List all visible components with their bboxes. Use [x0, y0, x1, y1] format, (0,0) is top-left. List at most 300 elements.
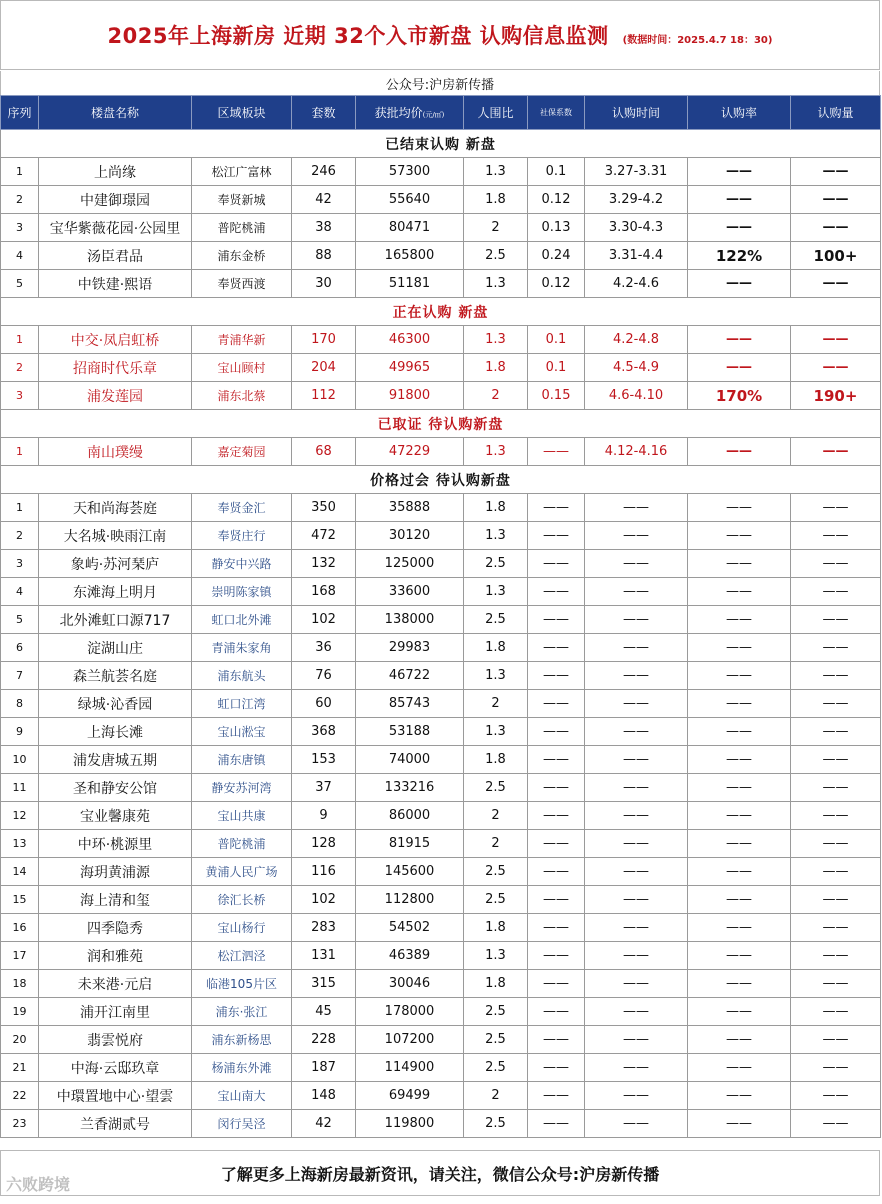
- unit-count: 42: [292, 186, 356, 214]
- page-title: 2025年上海新房 近期 32个入市新盘 认购信息监测: [107, 24, 609, 48]
- project-district: 嘉定菊园: [192, 438, 292, 466]
- subscription-volume: ——: [791, 886, 881, 914]
- subscription-time: ——: [585, 1110, 688, 1138]
- avg-price: 112800: [356, 886, 464, 914]
- avg-price: 165800: [356, 242, 464, 270]
- entry-ratio: 1.8: [464, 494, 528, 522]
- table-row: [1, 662, 881, 690]
- subscription-volume: ——: [791, 914, 881, 942]
- table-row: [1, 186, 881, 214]
- avg-price: 107200: [356, 1026, 464, 1054]
- subscription-rate: ——: [688, 718, 791, 746]
- avg-price: 30120: [356, 522, 464, 550]
- project-name: 绿城·沁香园: [39, 690, 192, 718]
- social-coef: ——: [528, 830, 585, 858]
- subscription-time: 4.2-4.8: [585, 326, 688, 354]
- project-name: 南山璞缦: [39, 438, 192, 466]
- unit-count: 132: [292, 550, 356, 578]
- subscription-time: ——: [585, 886, 688, 914]
- project-district: 杨浦东外滩: [192, 1054, 292, 1082]
- avg-price: 114900: [356, 1054, 464, 1082]
- avg-price: 46722: [356, 662, 464, 690]
- table-row: [1, 830, 881, 858]
- unit-count: 472: [292, 522, 356, 550]
- project-district: 浦东航头: [192, 662, 292, 690]
- entry-ratio: 2.5: [464, 606, 528, 634]
- subscription-volume: ——: [791, 522, 881, 550]
- table-row: [1, 1082, 881, 1110]
- subscription-volume: ——: [791, 858, 881, 886]
- subscription-time: ——: [585, 942, 688, 970]
- subscription-volume: ——: [791, 186, 881, 214]
- avg-price: 30046: [356, 970, 464, 998]
- subscription-rate: ——: [688, 158, 791, 186]
- col-time: 认购时间: [585, 96, 688, 130]
- social-coef: ——: [528, 998, 585, 1026]
- social-coef: ——: [528, 634, 585, 662]
- project-district: 静安苏河湾: [192, 774, 292, 802]
- table-row: [1, 1110, 881, 1138]
- table-row: [1, 634, 881, 662]
- project-name: 招商时代乐章: [39, 354, 192, 382]
- entry-ratio: 2.5: [464, 774, 528, 802]
- social-coef: 0.12: [528, 270, 585, 298]
- subscription-rate: ——: [688, 942, 791, 970]
- entry-ratio: 1.3: [464, 522, 528, 550]
- col-name: 楼盘名称: [39, 96, 192, 130]
- subscription-rate: ——: [688, 550, 791, 578]
- social-coef: ——: [528, 970, 585, 998]
- avg-price: 55640: [356, 186, 464, 214]
- row-seq: 19: [1, 998, 39, 1026]
- project-name: 中交·凤启虹桥: [39, 326, 192, 354]
- subscription-volume: ——: [791, 998, 881, 1026]
- row-seq: 2: [1, 186, 39, 214]
- unit-count: 88: [292, 242, 356, 270]
- project-district: 松江泗泾: [192, 942, 292, 970]
- section-header-licensed: [1, 410, 881, 438]
- subscription-time: ——: [585, 578, 688, 606]
- subscription-time: ——: [585, 718, 688, 746]
- project-name: 宝业馨康苑: [39, 802, 192, 830]
- subscription-volume: ——: [791, 746, 881, 774]
- table-row: [1, 718, 881, 746]
- watermark: 六败跨境: [6, 1175, 71, 1194]
- subscription-time: ——: [585, 1082, 688, 1110]
- row-seq: 4: [1, 578, 39, 606]
- unit-count: 76: [292, 662, 356, 690]
- unit-count: 9: [292, 802, 356, 830]
- subscription-time: 3.29-4.2: [585, 186, 688, 214]
- subtitle: 公众号:沪房新传播: [0, 71, 880, 95]
- avg-price: 74000: [356, 746, 464, 774]
- project-district: 虹口北外滩: [192, 606, 292, 634]
- project-name: 中海·云邸玖章: [39, 1054, 192, 1082]
- project-district: 浦东唐镇: [192, 746, 292, 774]
- unit-count: 350: [292, 494, 356, 522]
- col-rate: 认购率: [688, 96, 791, 130]
- entry-ratio: 2.5: [464, 1054, 528, 1082]
- row-seq: 10: [1, 746, 39, 774]
- subscription-volume: ——: [791, 214, 881, 242]
- project-name: 中環置地中心·望雲: [39, 1082, 192, 1110]
- row-seq: 4: [1, 242, 39, 270]
- row-seq: 5: [1, 606, 39, 634]
- row-seq: 2: [1, 522, 39, 550]
- section-title: 价格过会 待认购新盘: [1, 466, 881, 494]
- project-district: 宝山南大: [192, 1082, 292, 1110]
- table-row: [1, 802, 881, 830]
- header-row: [1, 96, 881, 130]
- project-district: 奉贤庄行: [192, 522, 292, 550]
- subscription-rate: ——: [688, 634, 791, 662]
- entry-ratio: 2.5: [464, 998, 528, 1026]
- table-row: [1, 774, 881, 802]
- col-district: 区域板块: [192, 96, 292, 130]
- project-name: 天和尚海荟庭: [39, 494, 192, 522]
- subscription-time: ——: [585, 494, 688, 522]
- subscription-volume: ——: [791, 1110, 881, 1138]
- subscription-rate: ——: [688, 522, 791, 550]
- row-seq: 17: [1, 942, 39, 970]
- social-coef: ——: [528, 578, 585, 606]
- avg-price: 51181: [356, 270, 464, 298]
- row-seq: 3: [1, 550, 39, 578]
- project-name: 未来港·元启: [39, 970, 192, 998]
- subscription-rate: ——: [688, 690, 791, 718]
- project-district: 普陀桃浦: [192, 214, 292, 242]
- project-name: 大名城·映雨江南: [39, 522, 192, 550]
- table-row: [1, 886, 881, 914]
- subscription-time: ——: [585, 634, 688, 662]
- project-district: 松江广富林: [192, 158, 292, 186]
- unit-count: 116: [292, 858, 356, 886]
- subscription-volume: ——: [791, 606, 881, 634]
- project-district: 奉贤新城: [192, 186, 292, 214]
- avg-price: 125000: [356, 550, 464, 578]
- row-seq: 1: [1, 494, 39, 522]
- unit-count: 204: [292, 354, 356, 382]
- col-seq: 序列: [1, 96, 39, 130]
- avg-price: 29983: [356, 634, 464, 662]
- avg-price: 69499: [356, 1082, 464, 1110]
- avg-price: 145600: [356, 858, 464, 886]
- section-title: 已结束认购 新盘: [1, 130, 881, 158]
- social-coef: 0.13: [528, 214, 585, 242]
- social-coef: 0.15: [528, 382, 585, 410]
- social-coef: 0.12: [528, 186, 585, 214]
- social-coef: ——: [528, 746, 585, 774]
- entry-ratio: 2: [464, 214, 528, 242]
- subscription-rate: ——: [688, 914, 791, 942]
- project-district: 宝山杨行: [192, 914, 292, 942]
- avg-price: 133216: [356, 774, 464, 802]
- row-seq: 21: [1, 1054, 39, 1082]
- unit-count: 37: [292, 774, 356, 802]
- project-name: 兰香湖贰号: [39, 1110, 192, 1138]
- social-coef: 0.1: [528, 158, 585, 186]
- subscription-rate: ——: [688, 858, 791, 886]
- entry-ratio: 2: [464, 830, 528, 858]
- subscription-time: ——: [585, 1026, 688, 1054]
- project-district: 临港105片区: [192, 970, 292, 998]
- unit-count: 36: [292, 634, 356, 662]
- table-row: [1, 354, 881, 382]
- subscription-time: ——: [585, 802, 688, 830]
- project-district: 徐汇长桥: [192, 886, 292, 914]
- project-name: 汤臣君品: [39, 242, 192, 270]
- subscription-rate: 122%: [688, 242, 791, 270]
- project-name: 海玥黄浦源: [39, 858, 192, 886]
- entry-ratio: 1.3: [464, 270, 528, 298]
- entry-ratio: 2: [464, 802, 528, 830]
- project-name: 东滩海上明月: [39, 578, 192, 606]
- subscription-rate: ——: [688, 1026, 791, 1054]
- avg-price: 53188: [356, 718, 464, 746]
- subscription-time: ——: [585, 606, 688, 634]
- subscription-volume: 190+: [791, 382, 881, 410]
- unit-count: 102: [292, 886, 356, 914]
- project-district: 浦东新杨思: [192, 1026, 292, 1054]
- project-name: 翡雲悦府: [39, 1026, 192, 1054]
- table-row: [1, 578, 881, 606]
- subscription-time: ——: [585, 690, 688, 718]
- col-coef: 社保系数: [528, 96, 585, 130]
- col-volume: 认购量: [791, 96, 881, 130]
- unit-count: 283: [292, 914, 356, 942]
- table-row: [1, 522, 881, 550]
- row-seq: 20: [1, 1026, 39, 1054]
- entry-ratio: 1.3: [464, 438, 528, 466]
- project-district: 闵行吴泾: [192, 1110, 292, 1138]
- table-row: [1, 942, 881, 970]
- subscription-rate: ——: [688, 774, 791, 802]
- subscription-rate: ——: [688, 998, 791, 1026]
- subscription-rate: ——: [688, 270, 791, 298]
- subscription-rate: ——: [688, 802, 791, 830]
- table-row: [1, 158, 881, 186]
- unit-count: 30: [292, 270, 356, 298]
- avg-price: 80471: [356, 214, 464, 242]
- entry-ratio: 1.3: [464, 158, 528, 186]
- subscription-volume: ——: [791, 1026, 881, 1054]
- table-row: [1, 690, 881, 718]
- project-district: 虹口江湾: [192, 690, 292, 718]
- row-seq: 6: [1, 634, 39, 662]
- table-row: [1, 270, 881, 298]
- section-header-ongoing: [1, 298, 881, 326]
- footer-note: 了解更多上海新房最新资讯，请关注，微信公众号:沪房新传播: [0, 1150, 880, 1196]
- table-row: [1, 326, 881, 354]
- project-district: 浦东北蔡: [192, 382, 292, 410]
- unit-count: 68: [292, 438, 356, 466]
- table-row: [1, 242, 881, 270]
- subscription-time: 4.5-4.9: [585, 354, 688, 382]
- entry-ratio: 1.8: [464, 914, 528, 942]
- avg-price: 54502: [356, 914, 464, 942]
- row-seq: 22: [1, 1082, 39, 1110]
- social-coef: ——: [528, 662, 585, 690]
- unit-count: 368: [292, 718, 356, 746]
- entry-ratio: 2.5: [464, 550, 528, 578]
- project-name: 浦发莲园: [39, 382, 192, 410]
- subscription-rate: ——: [688, 1082, 791, 1110]
- row-seq: 5: [1, 270, 39, 298]
- subscription-volume: ——: [791, 774, 881, 802]
- project-name: 润和雅苑: [39, 942, 192, 970]
- row-seq: 2: [1, 354, 39, 382]
- subscription-volume: ——: [791, 438, 881, 466]
- project-name: 四季隐秀: [39, 914, 192, 942]
- avg-price: 138000: [356, 606, 464, 634]
- subscription-volume: ——: [791, 1054, 881, 1082]
- project-district: 浦东·张江: [192, 998, 292, 1026]
- subscription-time: 4.12-4.16: [585, 438, 688, 466]
- table-row: [1, 382, 881, 410]
- row-seq: 14: [1, 858, 39, 886]
- subscription-volume: ——: [791, 830, 881, 858]
- entry-ratio: 2.5: [464, 858, 528, 886]
- unit-count: 246: [292, 158, 356, 186]
- entry-ratio: 1.3: [464, 326, 528, 354]
- unit-count: 42: [292, 1110, 356, 1138]
- unit-count: 128: [292, 830, 356, 858]
- entry-ratio: 1.3: [464, 718, 528, 746]
- table-row: [1, 998, 881, 1026]
- avg-price: 57300: [356, 158, 464, 186]
- project-name: 象屿·苏河琹庐: [39, 550, 192, 578]
- section-header-priced: [1, 466, 881, 494]
- project-district: 浦东金桥: [192, 242, 292, 270]
- subscription-rate: 170%: [688, 382, 791, 410]
- unit-count: 228: [292, 1026, 356, 1054]
- row-seq: 1: [1, 326, 39, 354]
- table-row: [1, 746, 881, 774]
- table-row: [1, 970, 881, 998]
- subscription-time: 4.6-4.10: [585, 382, 688, 410]
- table-row: [1, 1054, 881, 1082]
- subscription-time: 3.30-4.3: [585, 214, 688, 242]
- entry-ratio: 1.3: [464, 662, 528, 690]
- unit-count: 102: [292, 606, 356, 634]
- subscription-volume: ——: [791, 802, 881, 830]
- entry-ratio: 2: [464, 1082, 528, 1110]
- project-name: 淀湖山庄: [39, 634, 192, 662]
- title-bar: [0, 0, 880, 70]
- row-seq: 8: [1, 690, 39, 718]
- entry-ratio: 2: [464, 690, 528, 718]
- avg-price: 85743: [356, 690, 464, 718]
- avg-price: 81915: [356, 830, 464, 858]
- col-price-label: 获批均价: [374, 106, 423, 120]
- subscription-rate: ——: [688, 494, 791, 522]
- subscription-rate: ——: [688, 438, 791, 466]
- row-seq: 23: [1, 1110, 39, 1138]
- table-row: [1, 214, 881, 242]
- project-name: 海上清和玺: [39, 886, 192, 914]
- avg-price: 47229: [356, 438, 464, 466]
- project-name: 中铁建·熙语: [39, 270, 192, 298]
- subscription-time: ——: [585, 662, 688, 690]
- subscription-volume: ——: [791, 634, 881, 662]
- entry-ratio: 2.5: [464, 886, 528, 914]
- social-coef: ——: [528, 1026, 585, 1054]
- social-coef: ——: [528, 1054, 585, 1082]
- project-district: 普陀桃浦: [192, 830, 292, 858]
- col-price-unit: (元/㎡): [422, 111, 445, 119]
- table-row: [1, 914, 881, 942]
- unit-count: 131: [292, 942, 356, 970]
- row-seq: 1: [1, 438, 39, 466]
- social-coef: ——: [528, 1110, 585, 1138]
- project-district: 奉贤金汇: [192, 494, 292, 522]
- unit-count: 153: [292, 746, 356, 774]
- avg-price: 86000: [356, 802, 464, 830]
- subscription-rate: ——: [688, 746, 791, 774]
- row-seq: 1: [1, 158, 39, 186]
- row-seq: 13: [1, 830, 39, 858]
- avg-price: 91800: [356, 382, 464, 410]
- subscription-time: 3.31-4.4: [585, 242, 688, 270]
- subscription-rate: ——: [688, 886, 791, 914]
- subscription-time: ——: [585, 774, 688, 802]
- entry-ratio: 2.5: [464, 1026, 528, 1054]
- entry-ratio: 1.8: [464, 746, 528, 774]
- section-title: 已取证 待认购新盘: [1, 410, 881, 438]
- subscription-rate: ——: [688, 578, 791, 606]
- section-header-finished: [1, 130, 881, 158]
- subscription-volume: ——: [791, 970, 881, 998]
- avg-price: 178000: [356, 998, 464, 1026]
- unit-count: 315: [292, 970, 356, 998]
- project-district: 宝山顾村: [192, 354, 292, 382]
- table-row: [1, 494, 881, 522]
- subscription-rate: ——: [688, 662, 791, 690]
- avg-price: 119800: [356, 1110, 464, 1138]
- avg-price: 46300: [356, 326, 464, 354]
- table-row: [1, 1026, 881, 1054]
- avg-price: 35888: [356, 494, 464, 522]
- subscription-volume: ——: [791, 578, 881, 606]
- project-name: 北外滩虹口源717: [39, 606, 192, 634]
- entry-ratio: 1.3: [464, 578, 528, 606]
- subscription-volume: ——: [791, 494, 881, 522]
- social-coef: ——: [528, 438, 585, 466]
- social-coef: ——: [528, 522, 585, 550]
- subscription-time: ——: [585, 970, 688, 998]
- entry-ratio: 2.5: [464, 242, 528, 270]
- subscription-rate: ——: [688, 186, 791, 214]
- subscription-volume: ——: [791, 942, 881, 970]
- project-name: 圣和静安公馆: [39, 774, 192, 802]
- subscription-rate: ——: [688, 606, 791, 634]
- project-name: 中建御璟园: [39, 186, 192, 214]
- subscription-rate: ——: [688, 970, 791, 998]
- subscription-rate: ——: [688, 326, 791, 354]
- col-price: [356, 96, 464, 130]
- entry-ratio: 2.5: [464, 1110, 528, 1138]
- subscription-rate: ——: [688, 214, 791, 242]
- social-coef: ——: [528, 1082, 585, 1110]
- entry-ratio: 1.8: [464, 970, 528, 998]
- section-title: 正在认购 新盘: [1, 298, 881, 326]
- project-district: 青浦朱家角: [192, 634, 292, 662]
- social-coef: ——: [528, 802, 585, 830]
- unit-count: 187: [292, 1054, 356, 1082]
- social-coef: ——: [528, 718, 585, 746]
- subscription-volume: ——: [791, 662, 881, 690]
- subscription-time: 3.27-3.31: [585, 158, 688, 186]
